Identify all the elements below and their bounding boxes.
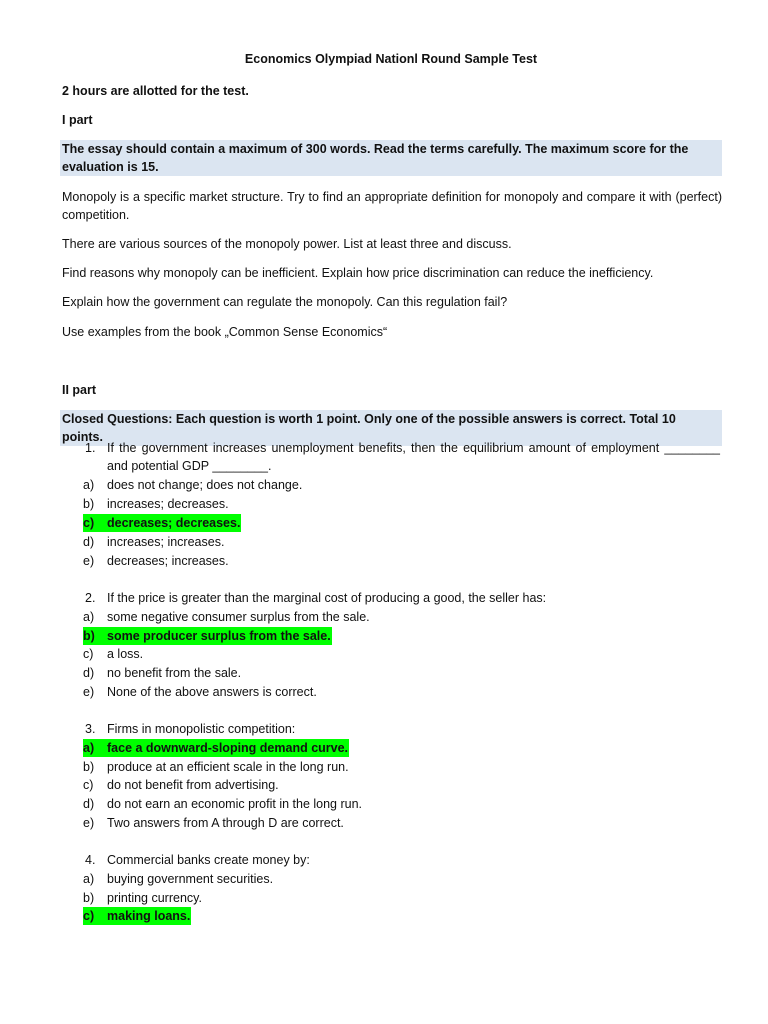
answer-option: d) increases; increases. — [83, 535, 225, 549]
answer-option: a) does not change; does not change. — [83, 478, 303, 492]
answer-option: b) produce at an efficient scale in the long run. — [83, 760, 349, 774]
question-number: 1. — [85, 441, 96, 455]
question-number: 4. — [85, 853, 96, 867]
answer-option-correct: b) some producer surplus from the sale. — [83, 629, 331, 643]
answer-option: c) a loss. — [83, 647, 144, 661]
answer-option: d) no benefit from the sale. — [83, 666, 242, 680]
page-title: Economics Olympiad Nationl Round Sample Test — [244, 52, 538, 66]
question-text: Firms in monopolistic competition: — [107, 722, 296, 736]
answer-option: b) increases; decreases. — [83, 497, 229, 511]
answer-option: a) buying government securities. — [83, 872, 274, 886]
part1-paragraph: Monopoly is a specific market structure. Try to find an appropriate definition for monopoly and compare it with (perfect) competition. — [62, 190, 722, 222]
answer-option-correct: c) making loans. — [83, 909, 191, 923]
answer-option: a) some negative consumer surplus from the sale. — [83, 610, 370, 624]
question-number: 2. — [85, 591, 96, 605]
question-text: If the government increases unemployment benefits, then the equilibrium amount of employment ________ and potential GDP ________. — [107, 441, 720, 473]
answer-option-correct: c) decreases; decreases. — [83, 516, 241, 530]
answer-option: d) do not earn an economic profit in the long run. — [83, 797, 363, 811]
answer-option: e) None of the above answers is correct. — [83, 685, 317, 699]
question-text: Commercial banks create money by: — [107, 853, 310, 867]
answer-option-correct: a) face a downward-sloping demand curve. — [83, 741, 349, 755]
part1-paragraph: There are various sources of the monopoly power. List at least three and discuss. — [62, 237, 512, 251]
answer-option: b) printing currency. — [83, 891, 202, 905]
time-note: 2 hours are allotted for the test. — [62, 84, 249, 98]
part1-heading: I part — [62, 113, 93, 127]
part1-paragraph: Explain how the government can regulate the monopoly. Can this regulation fail? — [62, 295, 508, 309]
answer-option: e) decreases; increases. — [83, 554, 229, 568]
part1-instruction: The essay should contain a maximum of 300 words. Read the terms carefully. The maximum score for the evaluation is 15. — [60, 140, 722, 176]
answer-option: e) Two answers from A through D are correct. — [83, 816, 344, 830]
part1-paragraph: Use examples from the book „Common Sense Economics“ — [62, 325, 388, 339]
part2-instruction: Closed Questions: Each question is worth 1 point. Only one of the possible answers is correct. Total 10 points. — [60, 410, 722, 446]
question-number: 3. — [85, 722, 96, 736]
answer-option: c) do not benefit from advertising. — [83, 778, 279, 792]
part1-paragraph: Find reasons why monopoly can be inefficient. Explain how price discrimination can reduce the inefficiency. — [62, 266, 654, 280]
question-text: If the price is greater than the marginal cost of producing a good, the seller has: — [107, 591, 547, 605]
part2-heading: II part — [62, 383, 97, 397]
